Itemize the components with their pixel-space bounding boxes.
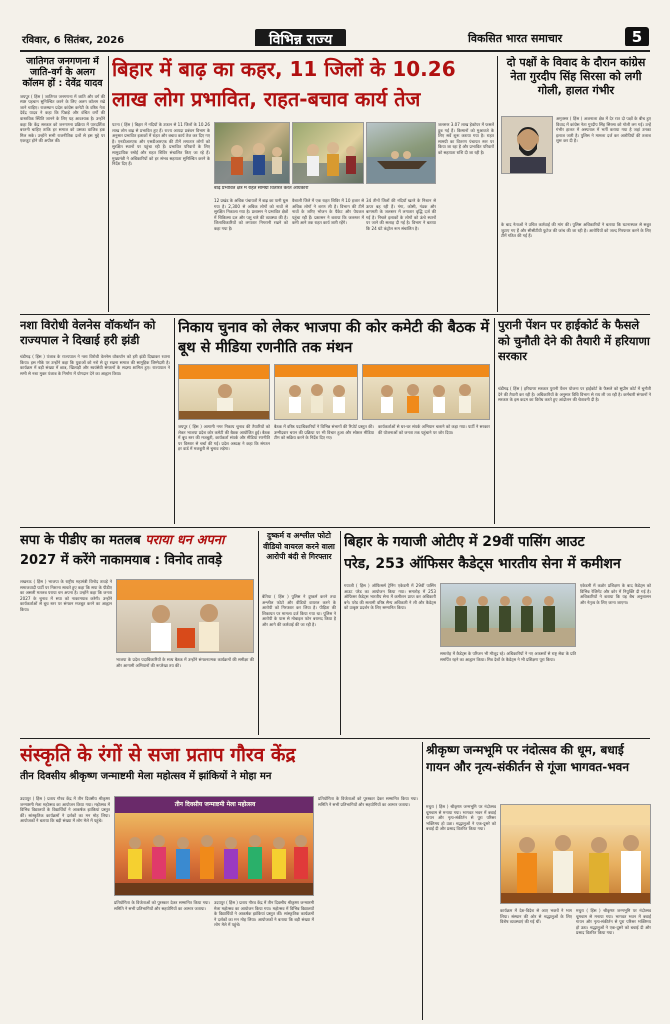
sp-headline-part2: पराया धन अपना xyxy=(145,533,225,548)
flood-photo-1 xyxy=(214,122,290,184)
bjp-photo-2 xyxy=(274,364,358,420)
flood-body: पटना ( हिंस ) बिहार में नदियों के उफान से 11 जिलों के 10.26 लाख लोग बाढ़ से प्रभावित हुए हैं। राज्य आपदा प्रबंधन विभाग के अनुसार प्रभावित इलाकों में राहत और बचाव कार्य तेज कर दिए गए हैं। एनडीआरएफ और एसडीआरएफ की टीमें लगातार लोगों को सुरक्षित स्थानों पर पहुंचा रही हैं। प्रभावित परिवारों के लिए सामुदायिक रसोई और राहत शिविर संचालित किए जा रहे हैं। मुख्यमंत्री ने अधिकारियों को हर संभव सहायता सुनिश्चित करने के निर्देश दिए हैं। xyxy=(112,122,210,167)
row-divider xyxy=(20,314,650,315)
krishna-photo xyxy=(500,804,651,904)
col-divider xyxy=(174,318,175,524)
congress-leader-photo xyxy=(501,116,553,174)
congress-body-2: के बाद नेताओं ने उचित कार्रवाई की मांग की। पुलिस अधिकारियों ने बताया कि घटनास्थल से सबूत जुटाए गए हैं और सीसीटीवी फुटेज की जांच की जा रही है। आरोपियों को जल्द गिरफ्तार करने के लिए टीमें गठित की गई हैं। xyxy=(501,222,651,239)
page-number: 5 xyxy=(625,27,649,46)
flood-headline-block xyxy=(112,54,492,118)
flood-photo-2 xyxy=(292,122,364,184)
row-divider xyxy=(20,738,650,739)
culture-body-3: उदयपुर ( हिंस ) प्रताप गौरव केंद्र में तीन दिवसीय श्रीकृष्ण जन्माष्टमी मेला महोत्सव का आयोजन किया गया। महोत्सव में विभिन्न विद्यालयों के विद्यार्थियों ने आकर्षक झांकियां प्रस्तुत कीं। सांस्कृतिक कार्यक्रमों ने दर्शकों का मन मोह लिया। आयोजकों ने बताया कि बड़ी संख्या में लोग मेले में पहुंचे। xyxy=(214,900,314,928)
army-photo xyxy=(440,583,576,647)
sp-headline-line2: 2027 में करेंगे नाकामयाब : विनोद तावड़े xyxy=(20,553,223,568)
flood-headline-line2: लाख लोग प्रभावित, राहत-बचाव कार्य तेज xyxy=(112,87,421,111)
sp-body: लखनऊ ( हिंस ) भाजपा के राष्ट्रीय महामंत्री विनोद तावड़े ने समाजवादी पार्टी पर निशाना साधते हुए कहा कि सपा के पीडीए का असली मतलब पराया धन अपना है। उन्होंने कहा कि जनता 2027 के चुनाव में सपा को नाकामयाब करेगी। उन्होंने कार्यकर्ताओं से बूथ स्तर पर संगठन मजबूत करने का आह्वान किया। xyxy=(20,579,112,612)
column-title: जातिगत जनगणना में जाति-वर्ग के अलग कॉलम हों : देवेंद्र यादव xyxy=(22,56,103,90)
nasha-headline-block xyxy=(20,318,170,350)
bjp-photo-3-art xyxy=(363,365,490,420)
flood-photo-3 xyxy=(366,122,436,184)
bjp-photo-1 xyxy=(178,364,270,420)
army-body: गयाजी ( हिंस ) ऑफिसर्स ट्रेनिंग एकेडमी में 29वीं पासिंग आउट परेड का आयोजन किया गया। समारोह में 253 ऑफिसर कैडेट्स भारतीय सेना में कमीशन प्राप्त कर अधिकारी बने। परेड की सलामी वरिष्ठ सैन्य अधिकारी ने ली और कैडेट्स को उत्कृष्ट प्रदर्शन के लिए सम्मानित किया। xyxy=(344,583,436,611)
column-caste-census xyxy=(20,56,105,312)
flood-body-5: जलस्तर 3.07 लाख हेक्टेयर में फसलें डूब गई हैं। किसानों को मुआवजे के लिए सर्वे शुरू कराया गया है। राहत सामग्री का वितरण पंचायत स्तर पर किया जा रहा है और प्रभावित परिवारों को सहायता राशि दी जा रही है। xyxy=(438,122,494,155)
section-title: विभिन्न राज्य xyxy=(255,29,346,46)
video-headline: दुष्कर्म व अश्लील फोटो वीडियो वायरल करने वाला आरोपी बंदी से गिरफ्तार xyxy=(263,531,335,561)
col-divider xyxy=(258,531,259,735)
pension-headline-block xyxy=(498,318,651,382)
army-headline-line1: बिहार के गयाजी ओटीए में 29वीं पासिंग आउट xyxy=(344,534,585,550)
bjp-photo-1-art xyxy=(179,365,270,420)
bjp-body-2: बैठक में वरिष्ठ पदाधिकारियों ने विभिन्न संभागों की रिपोर्ट प्रस्तुत की। उम्मीदवार चयन की प्रक्रिया पर भी विचार हुआ और सोशल मीडिया टीम को सक्रिय करने के निर्देश दिए गए। xyxy=(274,424,374,441)
col-divider xyxy=(497,56,498,312)
sp-photo xyxy=(116,579,254,653)
flood-body-4: 34 तीनों जिलों की नदियाँ खतरे के निशान से ऊपर बह रही हैं। गंगा, कोसी, गंडक और बागमती के जलस्तर में लगातार वृद्धि दर्ज की गई है। निचले इलाकों के लोगों को ऊंचे स्थानों पर जाने की सलाह दी गई है। विभाग ने बताया कि 24 घंटे कंट्रोल रूम संचालित है। xyxy=(366,198,436,231)
culture-body-2: प्रतियोगिता के विजेताओं को पुरस्कार देकर सम्मानित किया गया। समिति ने सभी प्रतिभागियों और सहयोगियों का आभार जताया। xyxy=(114,900,210,911)
flood-photo-3-art xyxy=(367,123,436,184)
col-divider xyxy=(108,56,109,312)
row-divider xyxy=(20,527,650,528)
col-divider xyxy=(494,318,495,524)
army-headline-block xyxy=(344,531,651,579)
nasha-headline: नशा विरोधी वेलनेस वॉकथॉन को राज्यपाल ने दिखाई हरी झंडी xyxy=(20,318,156,347)
culture-subhead: तीन दिवसीय श्रीकृष्ण जन्माष्टमी मेला महोत्सव में झांकियों ने मोहा मन xyxy=(20,771,272,782)
congress-leader-photo-art xyxy=(502,117,553,174)
bjp-headline-block xyxy=(178,318,490,360)
issue-date: रविवार, 6 सितंबर, 2026 xyxy=(22,35,125,46)
congress-headline-block xyxy=(501,56,651,112)
bjp-body: जयपुर ( हिंस ) आगामी नगर निकाय चुनाव की तैयारियों को लेकर भाजपा प्रदेश कोर कमेटी की बैठक आयोजित हुई। बैठक में बूथ स्तर की मजबूती, कार्यकर्ता संपर्क और मीडिया रणनीति पर विस्तार से चर्चा की गई। प्रदेश अध्यक्ष ने कहा कि संगठन हर वार्ड में मजबूती से चुनाव लड़ेगा। xyxy=(178,424,270,452)
culture-photo xyxy=(114,796,314,896)
bjp-headline: निकाय चुनाव को लेकर भाजपा की कोर कमेटी की बैठक में बूथ से मीडिया रणनीति तक मंथन xyxy=(178,320,490,356)
col-divider xyxy=(422,742,423,1020)
newspaper-brand: विकसित भारत समाचार xyxy=(468,32,563,45)
flood-photo-caption: बाढ़ प्रभावित क्षेत्र में राहत सामग्री वितरित करते अधिकारी xyxy=(214,186,309,191)
flood-body-3: वैशाली जिले में एक राहत शिविर में 10 हजार से अधिक लोगों ने शरण ली है। विभाग की टीमें नावों के जरिए भोजन के पैकेट और पेयजल पहुंचा रही हैं। प्रशासन ने बताया कि जलस्तर में कमी आने तक राहत कार्य जारी रहेंगे। xyxy=(292,198,364,226)
army-photo-art xyxy=(441,584,576,647)
bjp-body-3: कार्यकर्ताओं से घर-घर संपर्क अभियान चलाने को कहा गया। पार्टी ने सरकार की योजनाओं को जनता तक पहुंचाने पर जोर दिया। xyxy=(378,424,490,435)
pension-body: चंडीगढ़ ( हिंस ) हरियाणा सरकार पुरानी पेंशन योजना पर हाईकोर्ट के फैसले को सुप्रीम कोर्ट में चुनौती देने की तैयारी कर रही है। अधिकारियों के अनुसार विधि विभाग से राय ली जा रही है। कर्मचारी संगठनों ने सरकार के इस कदम का विरोध करते हुए आंदोलन की चेतावनी दी है। xyxy=(498,386,651,403)
krishna-body: मथुरा ( हिंस ) श्रीकृष्ण जन्मभूमि पर नंदोत्सव धूमधाम से मनाया गया। भागवत भवन में बधाई गायन और नृत्य-संकीर्तन से पूरा परिसर भक्तिमय हो उठा। श्रद्धालुओं ने एक-दूसरे को बधाई दी और प्रसाद वितरित किया गया। xyxy=(426,804,496,832)
culture-body-4: प्रतियोगिता के विजेताओं को पुरस्कार देकर सम्मानित किया गया। समिति ने सभी प्रतिभागियों और सहयोगियों का आभार जताया। xyxy=(318,796,418,807)
flood-headline-line1: बिहार में बाढ़ का कहर, 11 जिलों के 10.26 xyxy=(112,57,456,81)
congress-headline: दो पक्षों के विवाद के दौरान कांग्रेस नेता गुरदीप सिंह सिरसा को लगी गोली, हालत गंभीर xyxy=(506,56,646,97)
col-divider xyxy=(340,531,341,735)
sp-headline-block xyxy=(20,531,254,575)
krishna-body-2: कार्यक्रम में देश-विदेश से आए भक्तों ने भाग लिया। संस्थान की ओर से श्रद्धालुओं के लिए विशेष व्यवस्थाएं की गई थीं। xyxy=(500,908,572,925)
nasha-body: चंडीगढ़ ( हिंस ) पंजाब के राज्यपाल ने नशा विरोधी वेलनेस वॉकथॉन को हरी झंडी दिखाकर रवाना किया। इस मौके पर उन्होंने कहा कि युवाओं को नशे से दूर रखना समाज की सामूहिक जिम्मेदारी है। कार्यक्रम में बड़ी संख्या में छात्र, खिलाड़ी और स्वयंसेवी संगठनों के सदस्य शामिल हुए। राज्यपाल ने सभी से नशा मुक्त पंजाब के निर्माण में योगदान देने का आह्वान किया। xyxy=(20,354,170,376)
culture-photo-art xyxy=(115,813,314,896)
bjp-photo-3 xyxy=(362,364,490,420)
krishna-headline: श्रीकृष्ण जन्मभूमि पर नंदोत्सव की धूम, बधाई गायन और नृत्य-संकीर्तन से गूंजा भागवत-भवन xyxy=(426,743,630,774)
army-body-3: एकेडमी में कठोर प्रशिक्षण के बाद कैडेट्स को विभिन्न रेजिमेंट और कोर में नियुक्ति दी गई है। अधिकारियों ने बताया कि यह बैच अनुशासन और नेतृत्व के लिए जाना जाएगा। xyxy=(580,583,651,605)
culture-headline: संस्कृति के रंगों से सजा प्रताप गौरव केंद्र xyxy=(20,744,296,766)
congress-body: अमृतसर ( हिंस ) अजनाला क्षेत्र में देर रात दो पक्षों के बीच हुए विवाद में कांग्रेस नेता गुरदीप सिंह सिरसा को गोली लग गई। उन्हें गंभीर हालत में अस्पताल में भर्ती कराया गया है जहां उनका इलाज जारी है। पुलिस ने मामला दर्ज कर आरोपियों की तलाश शुरू कर दी है। xyxy=(556,116,651,144)
pension-headline: पुरानी पेंशन पर हाईकोर्ट के फैसले को चुनौती देने की तैयारी में हरियाणा सरकार xyxy=(498,318,650,363)
sp-body-2: भाजपा के प्रदेश पदाधिकारियों के साथ बैठक में उन्होंने संगठनात्मक कार्यक्रमों की समीक्षा की और आगामी अभियानों की रूपरेखा तय की। xyxy=(116,657,254,668)
culture-headline-block xyxy=(20,742,420,792)
flood-body-2: 12 प्रखंड के अधिक पंचायतों में बाढ़ का पानी घुस गया है। 2,300 से अधिक लोगों को नावों से सुरक्षित निकाला गया है। प्रशासन ने प्रभावित क्षेत्रों में चिकित्सा दल और पशु चारे की व्यवस्था की है। जिलाधिकारियों को लगातार निगरानी रखने को कहा गया है। xyxy=(214,198,288,231)
video-body: बेतिया ( हिंस ) पुलिस ने दुष्कर्म करने तथा अश्लील फोटो और वीडियो वायरल करने के आरोपी को गिरफ्तार कर लिया है। पीड़िता की शिकायत पर मामला दर्ज किया गया था। पुलिस ने आरोपी के पास से मोबाइल फोन बरामद किया है और आगे की कार्रवाई की जा रही है। xyxy=(262,594,336,627)
video-headline-block xyxy=(262,531,336,591)
flood-photo-2-art xyxy=(293,123,364,184)
army-headline-line2: परेड, 253 ऑफिसर कैडेट्स भारतीय सेना में कमीशन xyxy=(344,556,621,572)
krishna-photo-art xyxy=(501,805,651,904)
masthead xyxy=(0,0,670,46)
army-body-2: समारोह में कैडेट्स के परिजन भी मौजूद रहे। अधिकारियों ने नए अफसरों से राष्ट्र सेवा के प्रति समर्पित रहने का आह्वान किया। मित्र देशों के कैडेट्स ने भी प्रशिक्षण पूरा किया। xyxy=(440,651,576,662)
krishna-body-3: मथुरा ( हिंस ) श्रीकृष्ण जन्मभूमि पर नंदोत्सव धूमधाम से मनाया गया। भागवत भवन में बधाई गायन और नृत्य-संकीर्तन से पूरा परिसर भक्तिमय हो उठा। श्रद्धालुओं ने एक-दूसरे को बधाई दी और प्रसाद वितरित किया गया। xyxy=(576,908,651,936)
masthead-rule xyxy=(20,50,650,52)
culture-photo-banner: तीन दिवसीय जन्माष्टमी मेला महोत्सव xyxy=(115,797,314,813)
sp-photo-art xyxy=(117,580,254,653)
flood-photo-1-art xyxy=(215,123,290,184)
sp-headline-part1: सपा के पीडीए का मतलब xyxy=(20,533,141,548)
krishna-headline-block xyxy=(426,742,651,800)
column-body: जयपुर ( हिंस ) जातिगत जनगणना में जाति और वर्ग की स्पष्ट पहचान सुनिश्चित करने के लिए अलग कॉलम रखे जाने चाहिए। राजस्थान प्रदेश कांग्रेस कमेटी के वरिष्ठ नेता देवेंद्र यादव ने कहा कि पिछड़े और वंचित वर्गों की वास्तविक स्थिति जानने के लिए यह आवश्यक है। उन्होंने कहा कि केंद्र सरकार को जनगणना प्रक्रिया में पारदर्शिता बरतनी चाहिए ताकि हर समाज को उसका वाजिब हक मिल सके। उन्होंने सभी राजनीतिक दलों से इस मुद्दे पर एकजुट होने की अपील की। xyxy=(20,93,105,144)
bjp-photo-2-art xyxy=(275,365,358,420)
culture-body: उदयपुर ( हिंस ) प्रताप गौरव केंद्र में तीन दिवसीय श्रीकृष्ण जन्माष्टमी मेला महोत्सव का आयोजन किया गया। महोत्सव में विभिन्न विद्यालयों के विद्यार्थियों ने आकर्षक झांकियां प्रस्तुत कीं। सांस्कृतिक कार्यक्रमों ने दर्शकों का मन मोह लिया। आयोजकों ने बताया कि बड़ी संख्या में लोग मेले में पहुंचे। xyxy=(20,796,110,824)
